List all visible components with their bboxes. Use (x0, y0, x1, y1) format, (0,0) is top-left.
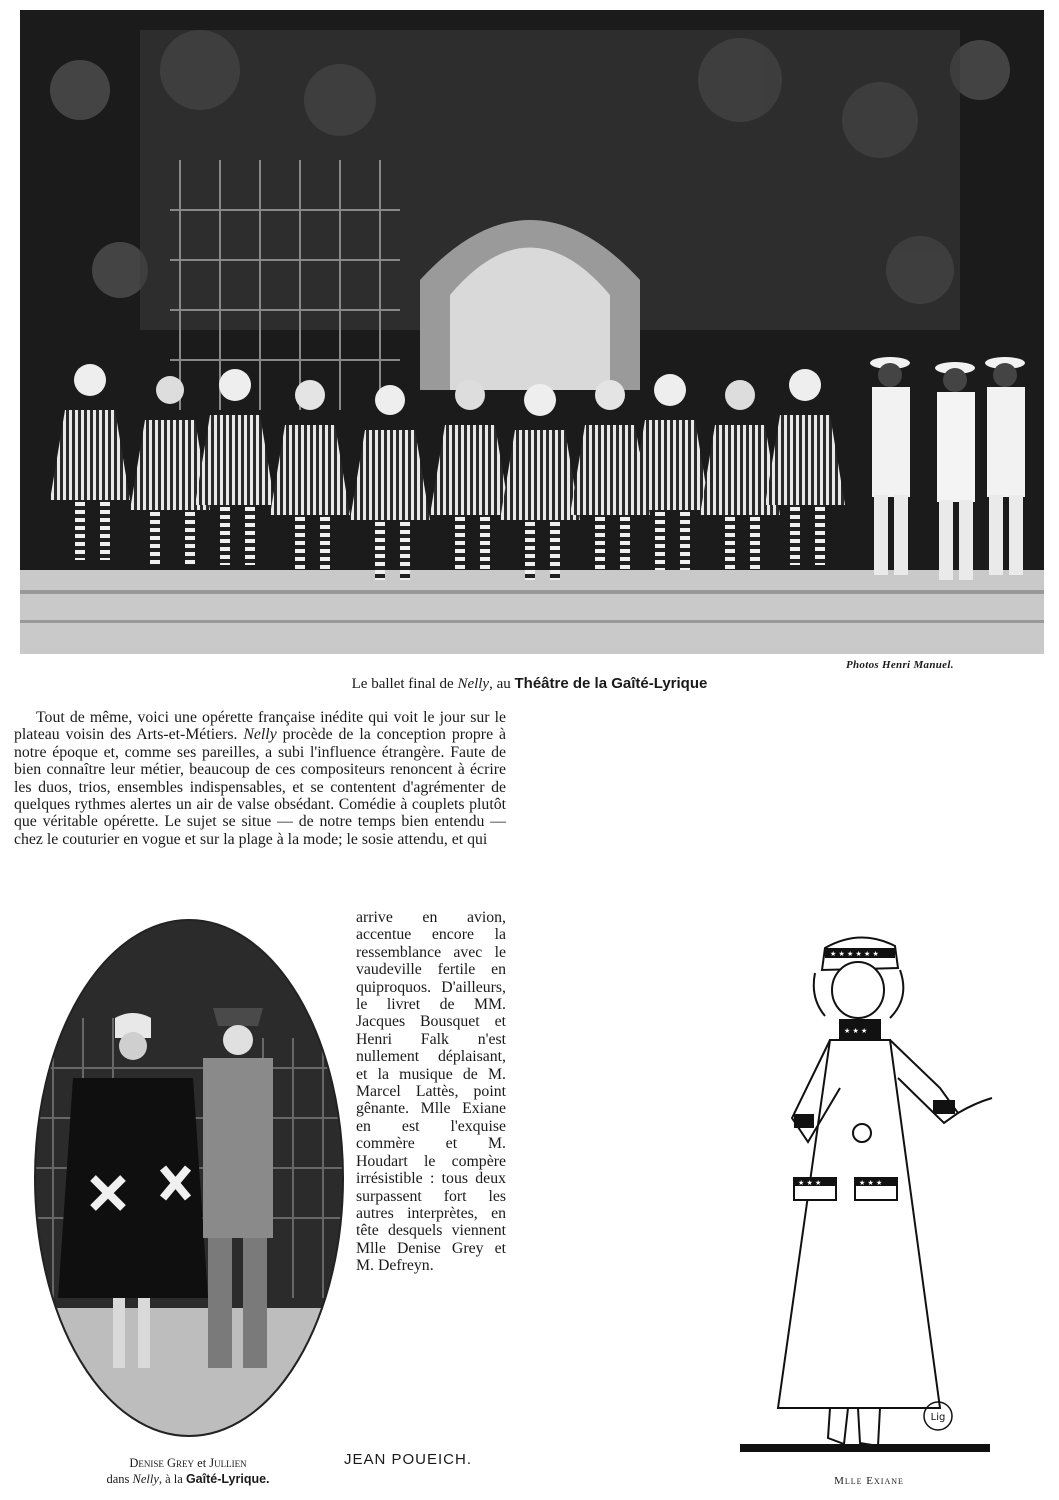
caption-show-title: Nelly (457, 676, 490, 692)
caption-middle: , au (489, 676, 515, 692)
caption-theatre: Théâtre de la Gaîté-Lyrique (514, 675, 708, 692)
article-body: procède de la conception propre à notre époque et, comme ses pareilles, a subi l'influence étrangère. Faute de bien connaître leur métier, beaucoup de ces compositeurs renoncent à écrire les duos, trios, ensembles indispensables, et se contentent d'agrémenter de quelques rythmes alertes un air de valse obsédant. Comédie à couplets plutôt que véritable opérette. Le sujet se situe — de notre temps bien entendu — chez le couturier en vogue et sur la plage à la mode; le sosie attendu, et qui (14, 726, 506, 848)
actor-name-1: Denise Grey (129, 1456, 195, 1470)
top-photo-caption (0, 675, 1059, 693)
exiane-illustration (730, 928, 1000, 1458)
caption-line2-prefix: dans (106, 1472, 133, 1486)
article-continuation: arrive en avion, accentue encore la ressemblance avec le vaudeville fertile en quiproquos. D'ailleurs, le livret de MM. Jacques Bousquet et Henri Falk n'est nullement déplaisant, et la musique de M. Marcel Lattès, point gênante. Mlle Exiane en est l'exquise commère et M. Houdart le compère irrésistible : tous deux surpassent fort les autres interprètes, en tête desquels viennent Mlle Denise Grey et M. Defreyn. (356, 909, 506, 1275)
ballet-scene (20, 10, 1044, 654)
svg-text:★ ★ ★: ★ ★ ★ (859, 1179, 883, 1187)
article-signature: JEAN POUEICH. (344, 1451, 473, 1468)
actor-name-2: Jullien (209, 1456, 247, 1470)
oval-photo-caption (18, 1455, 358, 1487)
article-intro: Tout de même, voici une opérette française inédite qui voit le jour sur le plateau voisin des Arts-et-Métiers. (14, 709, 506, 744)
drawing-caption: Mlle Exiane (834, 1475, 904, 1487)
svg-text:★ ★ ★: ★ ★ ★ (844, 1027, 868, 1035)
article-show-title: Nelly (243, 726, 277, 744)
svg-text:★ ★ ★: ★ ★ ★ (798, 1179, 822, 1187)
article-continuation-column (356, 909, 506, 1275)
costume-drawing (730, 928, 1000, 1458)
ballet-photograph (20, 10, 1044, 654)
actors-scene (33, 918, 345, 1438)
svg-text:★ ★ ★ ★ ★ ★: ★ ★ ★ ★ ★ ★ (830, 950, 879, 958)
caption-oval-show-title: Nelly (132, 1472, 159, 1486)
article-paragraph (14, 709, 506, 848)
artist-monogram: Lig (930, 1412, 946, 1423)
caption-oval-theatre: Gaîté-Lyrique. (185, 1472, 270, 1486)
photo-credit: Photos Henri Manuel. (846, 659, 954, 671)
caption-prefix: Le ballet final de (351, 676, 458, 692)
caption-and: et (194, 1456, 210, 1470)
caption-line2-middle: , à la (158, 1472, 186, 1486)
oval-photograph (33, 918, 345, 1438)
